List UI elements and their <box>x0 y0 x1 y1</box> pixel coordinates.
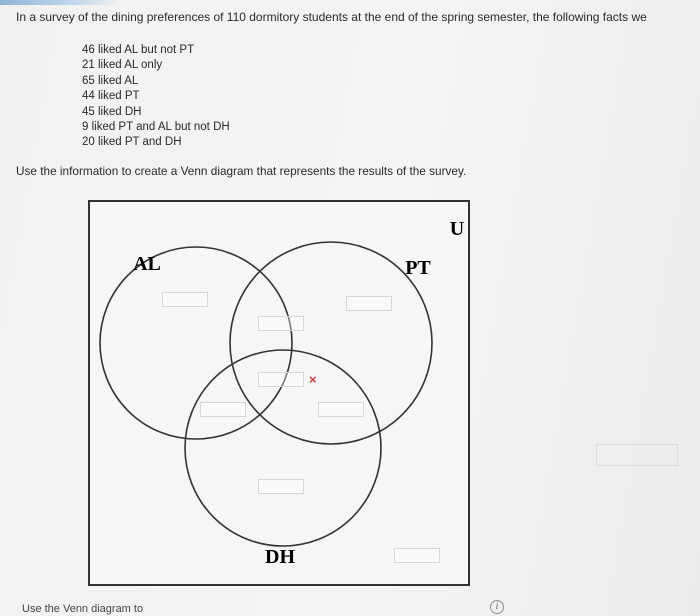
fact-item: 45 liked DH <box>82 105 142 118</box>
incorrect-mark-icon: × <box>309 372 317 387</box>
question-intro: In a survey of the dining preferences of 110 dormitory students at the end of the spring semester, the following facts we <box>16 10 647 24</box>
info-icon[interactable]: i <box>490 600 504 614</box>
fact-item: 46 liked AL but not PT <box>82 44 195 56</box>
set-label-al: AL <box>133 253 161 275</box>
region-al-pt-dh-input[interactable] <box>258 372 304 387</box>
venn-diagram <box>88 200 472 588</box>
background-answer-box <box>596 444 678 466</box>
facts-list <box>82 43 230 151</box>
set-al-circle <box>100 247 292 439</box>
region-outside-input[interactable] <box>394 548 440 563</box>
region-pt-dh-input[interactable] <box>318 402 364 417</box>
instruction-text: Use the information to create a Venn diagram that represents the results of the survey. <box>16 164 467 178</box>
region-al-only-input[interactable] <box>162 292 208 307</box>
set-label-pt: PT <box>405 257 431 279</box>
fact-item: 65 liked AL <box>82 74 139 87</box>
fact-item: 44 liked PT <box>82 90 140 103</box>
universe-label: U <box>449 218 465 240</box>
fact-item: 9 liked PT and AL but not DH <box>82 121 230 134</box>
region-al-pt-input[interactable] <box>258 316 304 331</box>
header-accent-bar <box>0 0 120 5</box>
set-label-dh: DH <box>265 546 295 568</box>
region-al-dh-input[interactable] <box>200 402 246 417</box>
region-dh-only-input[interactable] <box>258 479 304 494</box>
fact-item: 21 liked AL only <box>82 59 163 72</box>
next-question-text: Use the Venn diagram to <box>22 603 144 615</box>
fact-item: 20 liked PT and DH <box>82 136 182 149</box>
region-pt-only-input[interactable] <box>346 296 392 311</box>
